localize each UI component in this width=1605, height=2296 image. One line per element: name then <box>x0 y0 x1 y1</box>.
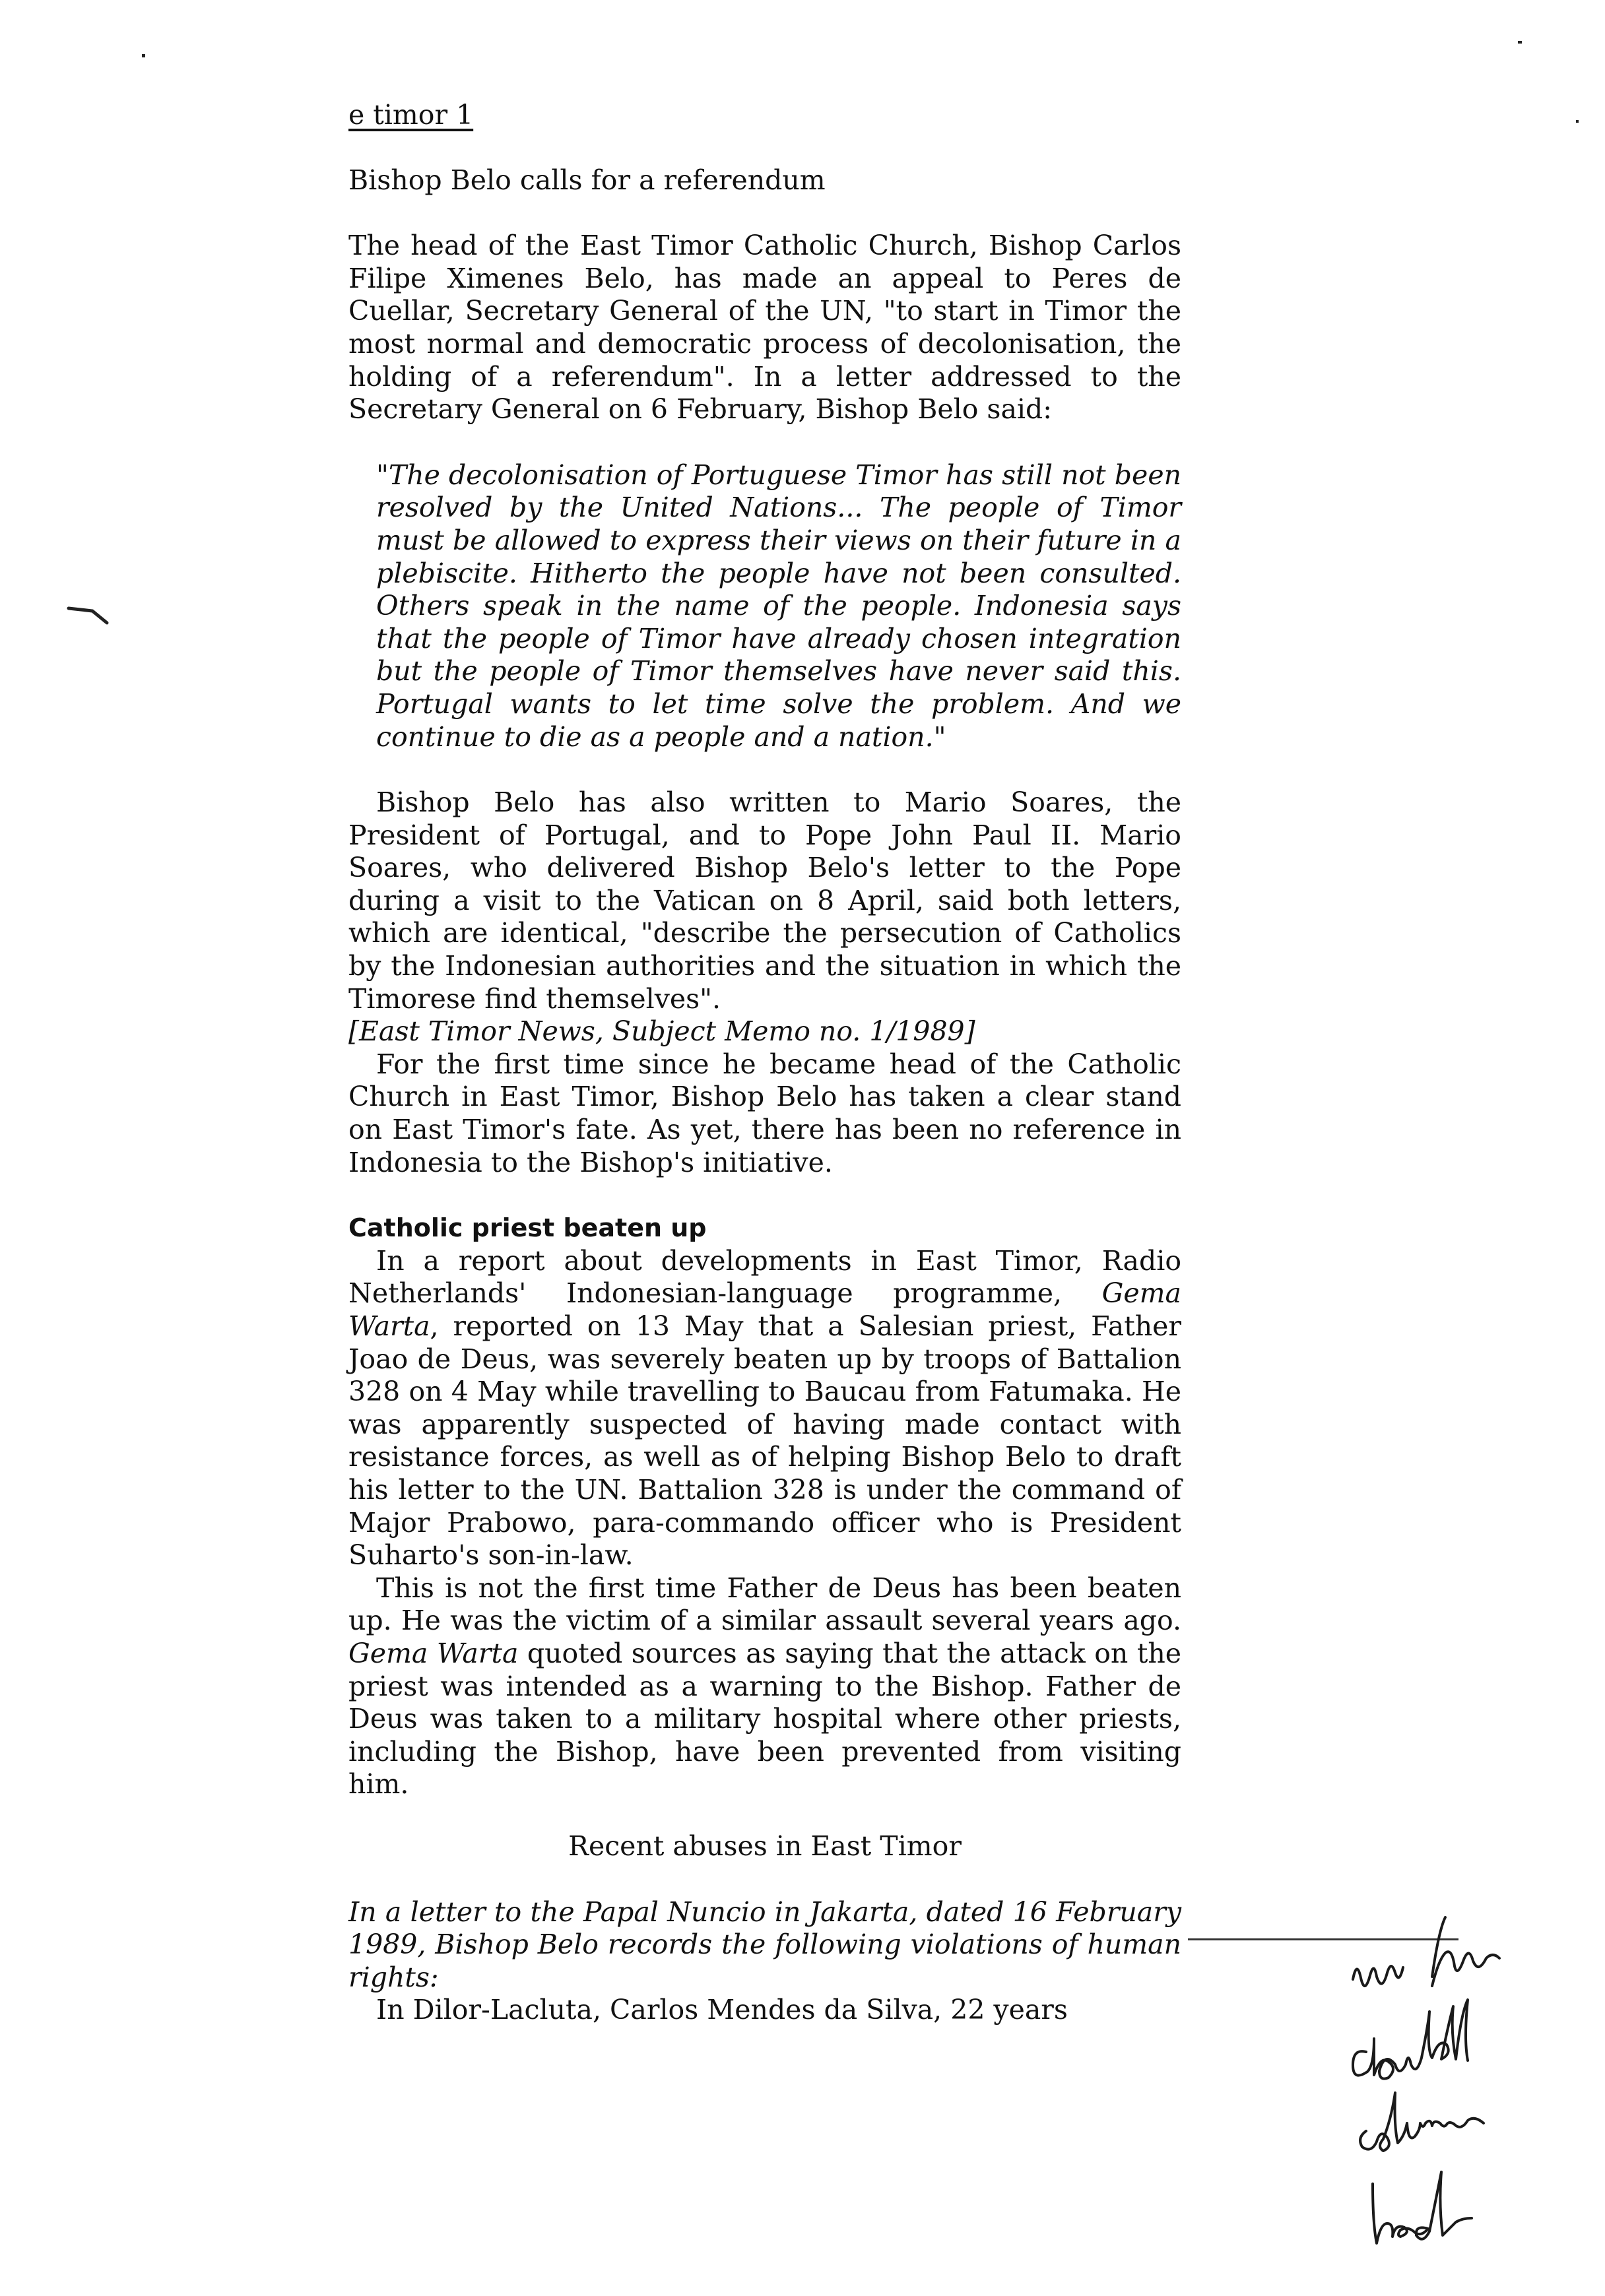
priest-p1-text-a: In a report about developments in East Timor, Radio Netherlands' Indonesian-language programme, <box>348 1244 1181 1310</box>
document-slug: e timor 1 <box>348 99 474 131</box>
article-headline: Bishop Belo calls for a referendum <box>348 164 826 196</box>
priest-section-heading: Catholic priest beaten up <box>348 1213 707 1243</box>
scan-speck <box>1518 41 1522 44</box>
scan-speck <box>1576 120 1579 123</box>
abuses-section-heading: Recent abuses in East Timor <box>568 1830 962 1862</box>
intro-paragraph: The head of the East Timor Catholic Church, Bishop Carlos Filipe Ximenes Belo, has made an appeal to Peres de Cuellar, Secretary General of the UN, "to start in Timor the most normal and democratic process of decolonisation, the holding of a referendum". In a letter addressed to the Secretary General on 6 February, Bishop Belo said: <box>348 230 1181 426</box>
gema-warta-title-2: Gema Warta <box>348 1637 519 1669</box>
scan-speck <box>142 54 145 57</box>
priest-p2-text-b: quoted sources as saying that the attack on the priest was intended as a warning to the Bishop. Father de Deus was taken to a military hospital where other priests, including the Bishop, have been prevented from visiting him. <box>348 1637 1181 1801</box>
priest-paragraph-2 <box>348 1572 1181 1801</box>
article-column <box>348 99 1181 2027</box>
priest-paragraph-1 <box>348 1245 1181 1572</box>
handwritten-margin-note <box>1346 1913 1584 2270</box>
priest-p2-text-a: This is not the first time Father de Deus has been beaten up. He was the victim of a similar assault several years ago. <box>348 1572 1181 1637</box>
gema-warta-title: Gema Warta <box>348 1277 1181 1342</box>
bishop-quote: "The decolonisation of Portuguese Timor has still not been resolved by the United Nations... The people of Timor must be allowed to express their views on their future in a plebiscite. Hitherto the people have not been consulted. Others speak in the name of the people. Indonesia says that the people of Timor have already chosen integration but the people of Timor themselves have never said this. Portugal wants to let time solve the problem. And we continue to die as a people and a nation." <box>376 459 1181 753</box>
first-time-paragraph: For the first time since he became head of the Catholic Church in East Timor, Bishop Belo has taken a clear stand on East Timor's fate. As yet, there has been no reference in Indonesia to the Bishop's initiative. <box>348 1048 1181 1178</box>
soares-paragraph <box>348 786 1181 1048</box>
abuses-intro: In a letter to the Papal Nuncio in Jakarta, dated 16 February 1989, Bishop Belo records the following violations of human rights: <box>348 1896 1181 1993</box>
soares-text: Bishop Belo has also written to Mario Soares, the President of Portugal, and to Pope John Paul II. Mario Soares, who delivered Bishop Belo's letter to the Pope during a visit to the Vatican on 8 April, said both letters, which are identical, "describe the persecution of Catholics by the Indonesian authorities and the situation in which the Timorese find themselves". <box>348 786 1181 1015</box>
source-citation: [East Timor News, Subject Memo no. 1/1989] <box>348 1015 975 1048</box>
abuses-first-line: In Dilor-Lacluta, Carlos Mendes da Silva, 22 years <box>376 1994 1068 2026</box>
scan-mark <box>66 602 112 628</box>
priest-p1-text-b: , reported on 13 May that a Salesian priest, Father Joao de Deus, was severely beaten up by troops of Battalion 328 on 4 May while travelling to Baucau from Fatumaka. He was apparently suspected of having made contact with resistance forces, as well as of helping Bishop Belo to draft his letter to the UN. Battalion 328 is under the command of Major Prabowo, para-commando officer who is President Suharto's son-in-law. <box>348 1310 1181 1572</box>
